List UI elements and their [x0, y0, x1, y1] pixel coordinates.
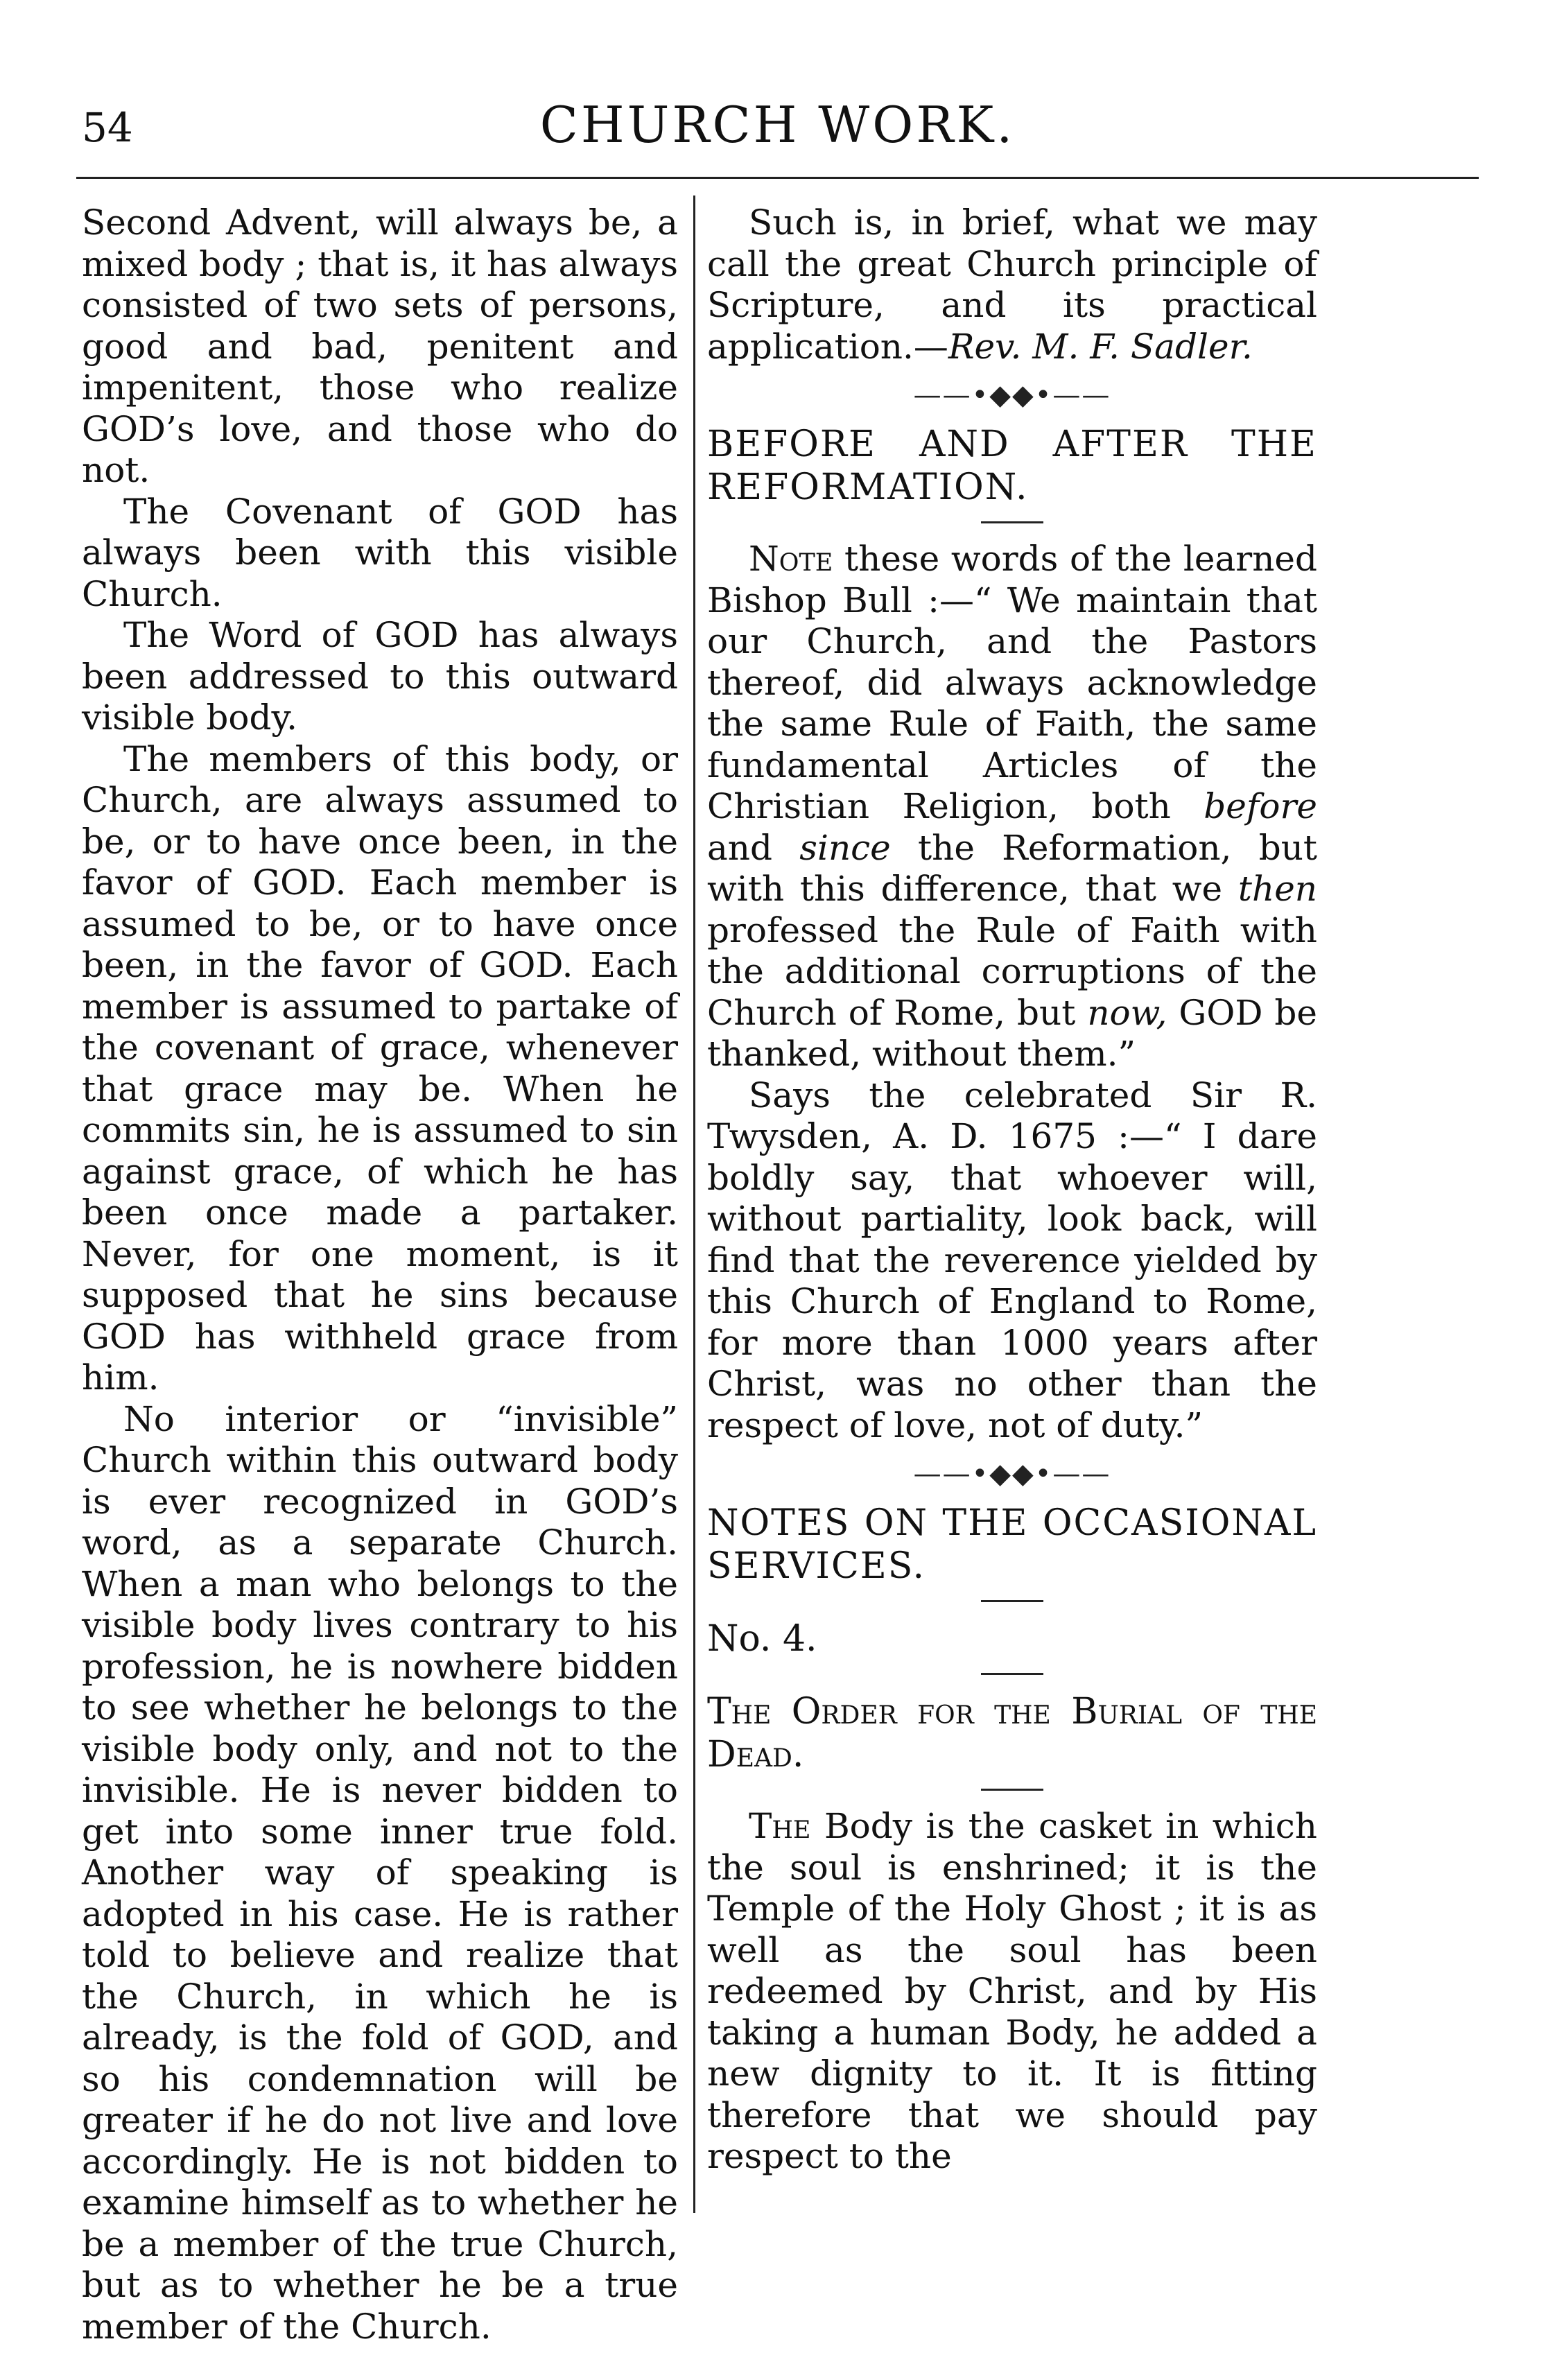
text-run: the Reformation, but with this difference, that we: [707, 827, 1317, 909]
italic-word: before: [1204, 786, 1317, 826]
text-run: professed the Rule of Faith with the additional corruptions of the Church of Rome, but: [707, 910, 1317, 1033]
text-run: GOD be thanked, without them.”: [707, 992, 1317, 1074]
italic-word: then: [1237, 869, 1317, 909]
left-paragraph-3: The Word of GOD has always been addressed to this outward visible body.: [82, 615, 678, 738]
left-paragraph-2: The Covenant of GOD has always been with this visible Church.: [82, 491, 678, 614]
text-run: and: [707, 827, 800, 868]
short-rule: [981, 1673, 1043, 1675]
page-number: 54: [82, 104, 133, 151]
section-ornament: ——•◆◆•——: [913, 1458, 1111, 1490]
burial-subheading: The Order for the Burial of the Dead.: [707, 1691, 1317, 1775]
lead-word: Note: [749, 539, 833, 579]
left-paragraph-5: No interior or “invisible” Church within this outward body is ever recognized in GOD’s word, as a separate Church. When a man who belongs to the visible body lives contrary to his profession, he is nowhere bidden to see whether he belongs to the visible body only, and not to the invisible. He is never bidden to get into some inner true fold. Another way of speaking is adopted in his case. He is rather told to believe and realize that the Church, in which he is already, is the fold of GOD, and so his condemnation will be greater if he do not live and love accordingly. He is not bidden to examine himself as to whether he be a member of the true Church, but as to whether he be a true member of the Church.: [82, 1398, 678, 2347]
section-heading-occasional-services: NOTES ON THE OCCASIONAL SERVICES.: [707, 1502, 1317, 1587]
column-divider: [693, 196, 695, 2213]
left-column: [82, 202, 678, 2347]
bull-quote-paragraph: [707, 539, 1317, 1075]
short-rule: [981, 521, 1043, 523]
short-rule: [981, 1600, 1043, 1602]
text-run: Body is the casket in which the soul is enshrined; it is the Temple of the Holy Ghost ; it is as well as the soul has been redeemed by Christ, and by His taking a human Body, he added a new dignity to it. It is fitting therefore that we should pay respect to the: [707, 1806, 1317, 2176]
intro-paragraph: [707, 202, 1317, 367]
section-heading-reformation: BEFORE AND AFTER THE REFORMATION.: [707, 424, 1317, 508]
right-column: [707, 202, 1317, 2178]
section-ornament: ——•◆◆•——: [913, 379, 1111, 411]
running-head: CHURCH WORK.: [539, 96, 1016, 154]
italic-word: since: [799, 827, 891, 868]
short-rule: [981, 1789, 1043, 1791]
twysden-quote-paragraph: Says the celebrated Sir R. Twysden, A. D. 1675 :—“ I dare boldly say, that whoever will, without partiality, look back, will find that the reverence yielded by this Church of England to Rome, for more than 1000 years after Christ, was no other than the respect of love, not of duty.”: [707, 1075, 1317, 1445]
intro-text: Such is, in brief, what we may call the great Church principle of Scripture, and its practical application.—: [707, 202, 1317, 367]
lead-word: The: [749, 1806, 811, 1846]
italic-word: now,: [1087, 992, 1167, 1033]
intro-attribution: Rev. M. F. Sadler.: [948, 326, 1253, 367]
text-run: these words of the learned Bishop Bull :—“ We maintain that our Church, and the Pastors thereof, did always acknowledge the same Rule of Faith, the same fundamental Articles of the Christian Religion, both: [707, 539, 1317, 826]
burial-paragraph: [707, 1806, 1317, 2178]
left-paragraph-1: Second Advent, will always be, a mixed body ; that is, it has always consisted of two sets of persons, good and bad, penitent and impenitent, those who realize GOD’s love, and those who do not.: [82, 202, 678, 490]
left-paragraph-4: The members of this body, or Church, are always assumed to be, or to have once been, in the favor of GOD. Each member is assumed to be, or to have once been, in the favor of GOD. Each member is assumed to partake of the covenant of grace, whenever that grace may be. When he commits sin, he is assumed to sin against grace, of which he has been once made a partaker. Never, for one moment, is it supposed that he sins because GOD has withheld grace from him.: [82, 738, 678, 1398]
header-rule: [76, 177, 1479, 179]
section-number: No. 4.: [707, 1618, 817, 1660]
